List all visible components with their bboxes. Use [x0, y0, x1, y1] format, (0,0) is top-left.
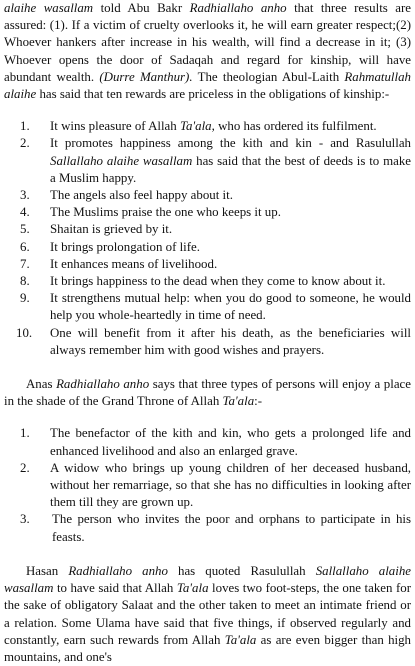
item-number: 6. — [20, 239, 30, 254]
item-text: It brings happiness to the dead when they come to know about it. — [50, 274, 386, 289]
item-text — [50, 135, 411, 187]
honorific-text: alaihe wasallam — [4, 1, 94, 15]
item-text-italic: Sallallaho alaihe wasallam — [50, 153, 193, 168]
item-text: The Muslims praise the one who keeps it up. — [50, 205, 281, 220]
list-item — [4, 187, 411, 204]
body-text: loves two foot-steps, the one taken for the sake of obligatory Salaat and the other taken to meet an intimate friend or a relation. Some Ulama have said that five things, if observed regularly and constantly, earn such rewards from Allah — [4, 581, 411, 647]
body-text: as are even bigger than high mountains, and one's — [4, 632, 411, 664]
item-text-italic: Ta'ala, — [179, 119, 215, 134]
honorific-text: Rahmatullah alaihe — [4, 69, 411, 102]
honorific-text: Sallallaho alaihe wasallam — [4, 563, 411, 596]
item-text: The person who invites the poor and orphans to participate in his feasts. — [52, 512, 411, 544]
item-number: 5. — [20, 222, 30, 237]
item-number: 10. — [16, 325, 33, 340]
honorific-text: Radhiallaho anho — [189, 1, 287, 15]
list-item — [4, 239, 411, 256]
item-number: 4. — [20, 205, 30, 220]
item-text-part: has said that the best of deeds is to make a Muslim happy. — [50, 153, 411, 185]
list-item — [4, 460, 411, 512]
citation-text: (Durre Manthur). — [99, 69, 193, 84]
honorific-text: Ta'ala — [224, 632, 257, 647]
item-text: The angels also feel happy about it. — [50, 188, 233, 203]
item-number: 8. — [20, 274, 30, 289]
list-item — [4, 204, 411, 221]
body-text: has quoted Rasulullah — [167, 563, 316, 578]
intro-paragraph — [4, 0, 411, 103]
item-number: 1. — [20, 426, 30, 441]
body-text: Hasan — [26, 563, 69, 578]
body-text: that three results are assured: (1). If a victim of cruelty overlooks it, he will earn greater respect;(2) Whoever hankers after increase in his wealth, will find a decrease in it; (3) Whoever opens the door of Sadaqah and regard for kinship, will have abundant wealth. — [4, 1, 411, 84]
item-text-part: It wins pleasure of Allah — [50, 119, 180, 134]
item-number: 9. — [20, 291, 30, 306]
item-number: 2. — [20, 136, 30, 151]
list-item — [4, 273, 411, 290]
item-text: It brings prolongation of life. — [50, 239, 201, 254]
item-number: 1. — [20, 119, 30, 134]
item-text: It strengthens mutual help: when you do good to someone, he would help you whole-heartedly in time of need. — [50, 291, 411, 323]
throne-paragraph — [4, 376, 411, 410]
body-text: told Abu Bakr — [93, 1, 190, 15]
item-text: One will benefit from it after his death, as the beneficiaries will always remember him with good wishes and prayers. — [50, 325, 411, 357]
list-item — [4, 135, 411, 187]
item-number: 3. — [20, 512, 30, 527]
body-text: The theologian Abul-Laith — [192, 69, 345, 84]
list-item — [4, 325, 411, 359]
item-text: A widow who brings up young children of her deceased husband, without her remarriage, so that she has no difficulties in looking after them till they are grown up. — [50, 460, 411, 510]
list-item — [4, 221, 411, 238]
item-text: Shaitan is grieved by it. — [50, 222, 173, 237]
item-text-part: It promotes happiness among the kith and kin - and Rasulullah — [50, 136, 411, 151]
list-item — [4, 118, 411, 135]
list-item — [4, 290, 411, 324]
item-text-part: who has ordered its fulfilment. — [214, 119, 377, 134]
honorific-text: Ta'ala — [222, 394, 255, 409]
body-text: to have said that Allah — [53, 581, 177, 596]
list-item — [4, 511, 411, 545]
item-text — [50, 118, 411, 135]
list-item — [4, 256, 411, 273]
item-text: It enhances means of livelihood. — [50, 256, 218, 271]
item-number: 2. — [20, 460, 30, 475]
body-text: :- — [254, 394, 263, 409]
body-text: says that three types of persons will enjoy a place in the shade of the Grand Throne of Allah — [4, 377, 411, 409]
item-number: 3. — [20, 188, 30, 203]
footsteps-paragraph — [4, 563, 411, 666]
item-number: 7. — [20, 256, 30, 271]
honorific-text: Radhiallaho anho — [56, 377, 150, 392]
body-text: Anas — [26, 377, 57, 392]
honorific-text: Radhiallaho anho — [68, 563, 168, 578]
list-item — [4, 425, 411, 459]
item-text: The benefactor of the kith and kin, who gets a prolonged life and enhanced livelihood and also an enlarged grave. — [50, 426, 411, 458]
body-text: has said that ten rewards are priceless in the obligations of kinship:- — [36, 87, 390, 102]
throne-list — [4, 425, 411, 545]
rewards-list — [4, 118, 411, 359]
honorific-text: Ta'ala — [176, 581, 209, 596]
